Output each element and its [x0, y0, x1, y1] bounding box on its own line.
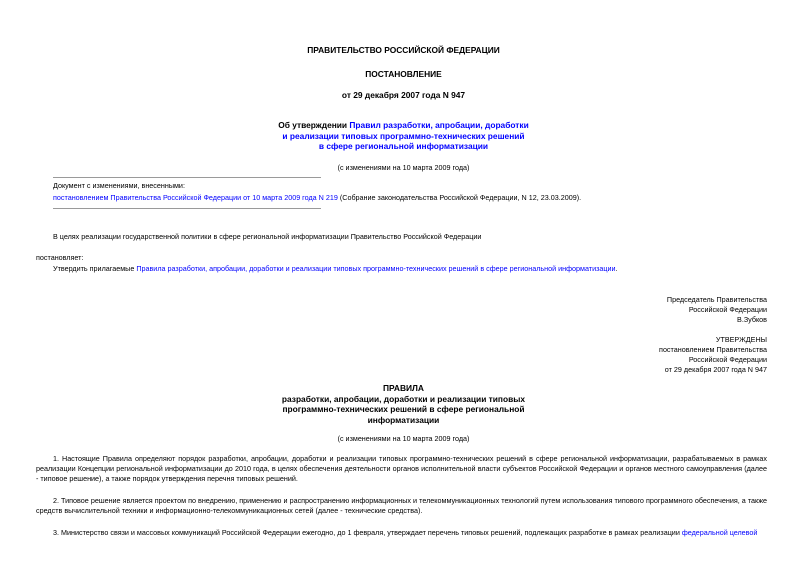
changes-intro: Документ с изменениями, внесенными:	[53, 181, 185, 190]
approve-line	[53, 264, 618, 274]
amendment-note: (с изменениями на 10 марта 2009 года)	[337, 163, 470, 172]
paragraph-3	[53, 528, 767, 538]
document-title	[0, 120, 807, 152]
signature-org: Российской Федерации	[688, 305, 767, 314]
rules-title-link[interactable]: Правил разработки, апробации, доработки	[349, 120, 529, 130]
changes-source: (Собрание законодательства Российской Федерации, N 12, 23.03.2009).	[337, 193, 582, 202]
paragraph-2	[36, 496, 767, 516]
paragraph-2-text: 2. Типовое решение является проектом по внедрению, применению и распространению информационных и телекоммуникационных технологий путем использования типового программного обеспечения, а также средств вычислительной техники и информационно-телекоммуникационных сетей (далее - технические средства).	[36, 496, 767, 515]
rules-title-link-line3[interactable]: в сфере региональной информатизации	[318, 141, 489, 151]
rules-heading	[0, 383, 807, 425]
divider-bottom	[53, 208, 321, 209]
decides-text: постановляет:	[36, 253, 84, 262]
government-heading: ПРАВИТЕЛЬСТВО РОССИЙСКОЙ ФЕДЕРАЦИИ	[307, 45, 500, 55]
amending-decree-link[interactable]: постановлением Правительства Российской Федерации от 10 марта 2009 года N 219	[53, 193, 338, 202]
rules-heading-line4: информатизации	[367, 414, 440, 425]
approval-by: постановлением Правительства	[659, 345, 767, 354]
paragraph-1	[36, 454, 767, 484]
rules-heading-line3: программно-технических решений в сфере региональной	[282, 404, 525, 414]
approval-word: УТВЕРЖДЕНЫ	[715, 335, 767, 344]
paragraph-3-text: 3. Министерство связи и массовых коммуникаций Российской Федерации ежегодно, до 1 февраля, утверждает перечень типовых решений, подлежащих разработке в рамках реализации	[53, 528, 682, 537]
rules-title-link-line2[interactable]: и реализации типовых программно-технических решений	[282, 130, 525, 141]
changes-line	[53, 193, 581, 203]
approved-rules-link[interactable]: Правила разработки, апробации, доработки и реализации типовых программно-технических решений в сфере региональной информатизации	[136, 264, 616, 273]
approve-suffix: .	[615, 264, 618, 273]
approve-prefix: Утвердить прилагаемые	[53, 264, 137, 273]
signature-block	[500, 295, 767, 325]
document-title-prefix: Об утверждении	[278, 120, 350, 130]
federal-program-link[interactable]: федеральной целевой	[681, 528, 758, 537]
rules-heading-line2: разработки, апробации, доработки и реализации типовых	[281, 393, 526, 404]
document-date-number: от 29 декабря 2007 года N 947	[341, 90, 466, 100]
paragraph-1-text: 1. Настоящие Правила определяют порядок разработки, апробации, доработки и реализации типовых программно-технических решений в сфере региональной информатизации, разрабатываемых в рамках реализации Концепции региональной информатизации до 2010 года, в целях обеспечения деятельности органов исполнительной власти субъектов Российской Федерации и органов местного самоуправления (далее - типовое решение), а также порядок утверждения перечня типовых решений.	[36, 454, 767, 483]
rules-amendment-note: (с изменениями на 10 марта 2009 года)	[337, 434, 470, 443]
purpose-text: В целях реализации государственной политики в сфере региональной информатизации Правительство Российской Федерации	[53, 232, 482, 241]
document-type: ПОСТАНОВЛЕНИЕ	[365, 69, 442, 79]
approval-block	[500, 335, 767, 375]
signature-name: В.Зубков	[737, 315, 767, 324]
approval-org: Российской Федерации	[688, 355, 767, 364]
approval-date: от 29 декабря 2007 года N 947	[664, 365, 767, 374]
rules-heading-line1: ПРАВИЛА	[383, 383, 424, 393]
signature-position: Председатель Правительства	[666, 295, 767, 304]
divider-top	[53, 177, 321, 178]
